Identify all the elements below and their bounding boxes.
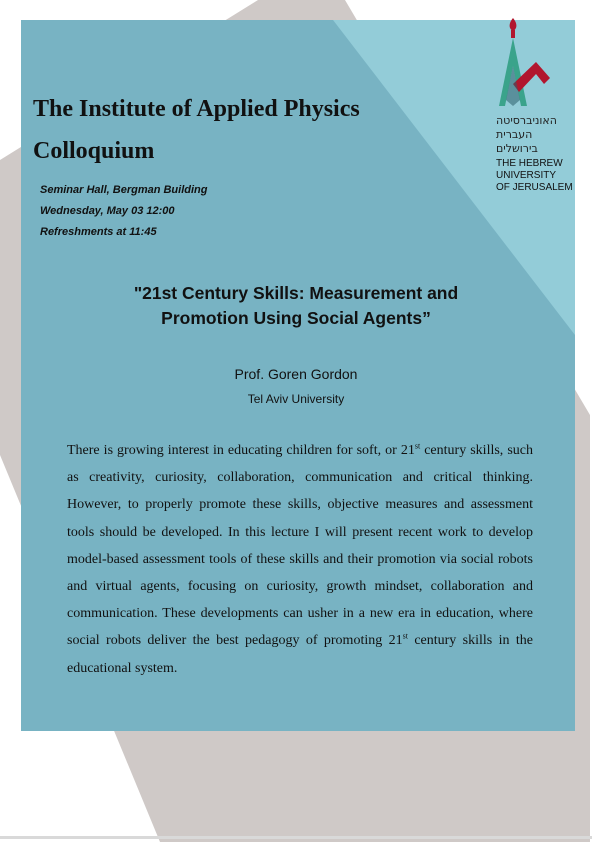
university-logo (496, 16, 586, 194)
speaker-affiliation: Tel Aviv University (247, 392, 345, 406)
speaker-name: Prof. Goren Gordon (234, 366, 358, 382)
institute-title (33, 88, 453, 172)
talk-title-line-2: Promotion Using Social Agents” (161, 308, 431, 328)
event-info (40, 180, 207, 243)
abstract-paragraph: There is growing interest in educating children for soft, or 21st century skills, such as creativity, curiosity, collaboration, communication and critical thinking. However, to properly promote these skills, objective measures and assessment tools should be developed. In this lecture I will present recent work to develop model-based assessment tools of these skills and their promotion via social robots and virtual agents, focusing on curiosity, growth mindset, collaboration and communication. These developments can usher in a new era in education, where social robots deliver the best pedagogy of promoting 21st century skills in the educational system. (67, 441, 533, 676)
event-datetime: Wednesday, May 03 12:00 (40, 205, 175, 217)
page-bottom-divider (0, 836, 592, 839)
talk-title (60, 281, 532, 331)
flame-and-chevron-icon (496, 16, 556, 108)
logo-english-text: THE HEBREW UNIVERSITY OF JERUSALEM (496, 158, 573, 193)
title-line-1: The Institute of Applied Physics (33, 96, 360, 122)
event-location: Seminar Hall, Bergman Building (40, 184, 208, 196)
logo-hebrew-text: האוניברסיטה העברית בירושלים (496, 114, 557, 155)
talk-title-line-1: "21st Century Skills: Measurement and (133, 283, 459, 303)
title-line-2: Colloquium (33, 138, 155, 164)
event-refreshments: Refreshments at 11:45 (40, 226, 157, 238)
